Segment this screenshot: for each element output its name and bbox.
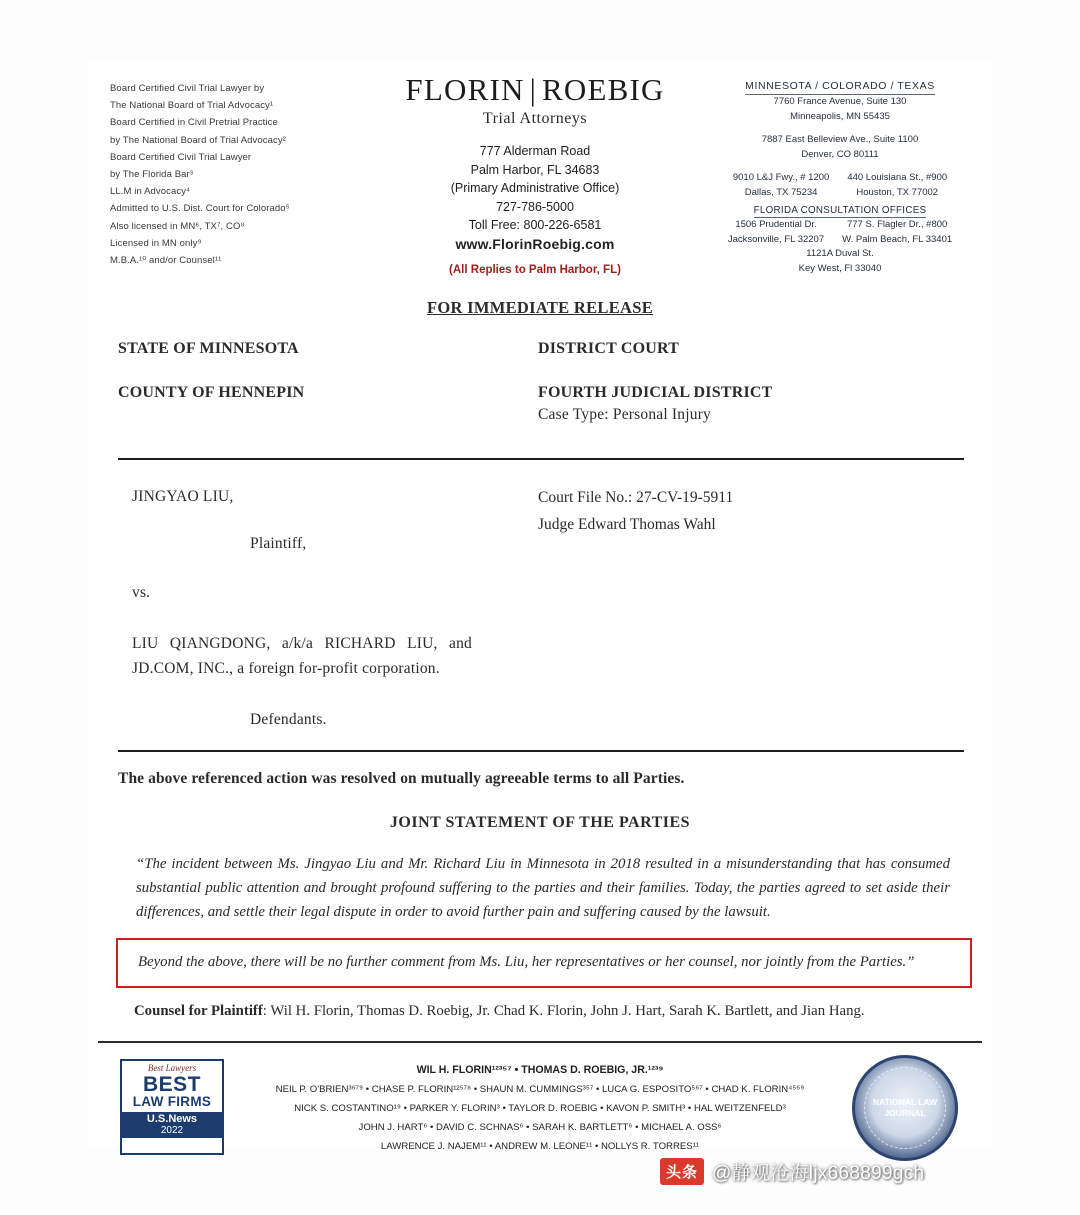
credential-line: Also licensed in MN⁶, TX⁷, CO⁸ bbox=[110, 220, 245, 232]
address-line: 777 Alderman Road bbox=[479, 144, 591, 158]
office-address-line: Key West, Fl 33040 bbox=[798, 262, 882, 274]
credential-line: M.B.A.¹⁰ and/or Counsel¹¹ bbox=[110, 255, 222, 267]
badge-best-lawyers-label: Best Lawyers bbox=[147, 1063, 197, 1073]
attorney-row: NEIL P. O'BRIEN³⁶⁷⁹ • CHASE P. FLORIN¹²⁵⁷⁸ • SHAUN M. CUMMINGS³⁵⁷ • LUCA G. ESPOSITO⁵⁶⁷ • CHAD K. FLORIN⁴⁵⁶⁹ bbox=[275, 1084, 805, 1095]
credential-line: Board Certified in Civil Pretrial Practice bbox=[110, 117, 278, 129]
national-law-journal-seal bbox=[852, 1055, 958, 1161]
office-address-line: Jacksonville, FL 32207 bbox=[727, 233, 825, 245]
watermark-username: @静观沧海ljx668899gch bbox=[712, 1163, 925, 1184]
resolution-statement: The above referenced action was resolved on mutually agreeable terms to all Parties. bbox=[118, 770, 685, 787]
office-address-line: W. Palm Beach, FL 33401 bbox=[842, 233, 953, 245]
caption-row-state-court bbox=[118, 340, 964, 358]
toutiao-logo: 头条 bbox=[660, 1158, 704, 1185]
counsel-for-plaintiff bbox=[134, 1000, 952, 1023]
address-line: Palm Harbor, FL 34683 bbox=[470, 162, 600, 177]
spacer bbox=[706, 162, 974, 171]
best-law-firms-badge bbox=[120, 1059, 224, 1155]
badge-usnews-label: U.S.News bbox=[122, 1112, 222, 1126]
joint-statement-header: JOINT STATEMENT OF THE PARTIES bbox=[389, 814, 691, 831]
footer-divider bbox=[98, 1041, 982, 1043]
office-address-line: 9010 L&J Fwy., # 1200 bbox=[732, 172, 830, 183]
firm-tagline: Trial Attorneys bbox=[482, 110, 588, 127]
office-address-line: Minneapolis, MN 55435 bbox=[790, 110, 890, 122]
address-line: (Primary Administrative Office) bbox=[450, 181, 620, 195]
office-address-line: 7760 France Avenue, Suite 130 bbox=[773, 96, 907, 107]
credential-line: Admitted to U.S. Dist. Court for Colorado⁵ bbox=[110, 203, 290, 215]
caption-divider-bottom bbox=[118, 750, 964, 752]
texas-office-dallas bbox=[733, 171, 829, 200]
joint-statement-paragraph-2: Beyond the above, there will be no further comment from Ms. Liu, her representatives or her counsel, nor jointly from the Parties.” bbox=[138, 954, 915, 970]
counsel-label: Counsel for Plaintiff bbox=[134, 1003, 263, 1019]
letter-sheet bbox=[88, 58, 992, 1152]
immediate-release-header: FOR IMMEDIATE RELEASE bbox=[426, 298, 654, 317]
caption-row-county-district bbox=[118, 384, 964, 424]
toll-free-number: Toll Free: 800-226-6581 bbox=[468, 218, 602, 232]
joint-statement-paragraph-1: “The incident between Ms. Jingyao Liu and Mr. Richard Liu in Minnesota in 2018 resulted in a misunderstanding that has consumed substantial public attention and brought profound suffering to the parties and their families. Today, the parties agreed to set aside their differences, and settle their legal dispute in order to avoid further pain and suffering caused by the lawsuit. bbox=[136, 856, 950, 920]
texas-offices bbox=[706, 171, 974, 200]
florida-office-jacksonville bbox=[728, 218, 824, 247]
credential-line: Board Certified Civil Trial Lawyer by bbox=[110, 83, 265, 94]
defendant-name: LIU QIANGDONG, a/k/a RICHARD LIU, and JD.COM, INC., a foreign for-profit corporation. bbox=[132, 635, 472, 677]
firm-logo bbox=[370, 72, 700, 108]
judge-name: Judge Edward Thomas Wahl bbox=[538, 516, 716, 533]
district-label: FOURTH JUDICIAL DISTRICT bbox=[538, 384, 773, 401]
replies-note: (All Replies to Palm Harbor, FL) bbox=[449, 264, 621, 276]
watermark bbox=[660, 1158, 924, 1185]
firm-name-left: FLORIN bbox=[405, 72, 525, 107]
case-caption bbox=[88, 340, 992, 444]
state-label: STATE OF MINNESOTA bbox=[118, 340, 299, 357]
seal-inner-text: NATIONAL LAW JOURNAL bbox=[864, 1067, 946, 1149]
badge-year-label: 2022 bbox=[122, 1126, 222, 1138]
versus-label: vs. bbox=[132, 584, 151, 601]
states-header: MINNESOTA / COLORADO / TEXAS bbox=[745, 80, 935, 95]
case-type-label: Case Type: Personal Injury bbox=[538, 406, 712, 423]
parties-left-column bbox=[132, 484, 552, 732]
credential-line: Board Certified Civil Trial Lawyer bbox=[110, 151, 252, 163]
plaintiff-name: JINGYAO LIU, bbox=[132, 488, 234, 505]
credential-line: LL.M in Advocacy⁴ bbox=[110, 186, 191, 198]
credential-line: The National Board of Trial Advocacy¹ bbox=[110, 100, 274, 112]
credential-line: by The Florida Bar³ bbox=[110, 169, 194, 181]
firm-name-right: ROEBIG bbox=[541, 72, 665, 107]
office-address-line: 7887 East Belleview Ave., Suite 1100 bbox=[761, 134, 919, 145]
badge-best-label: BEST bbox=[142, 1073, 201, 1096]
firm-identity bbox=[370, 72, 700, 276]
letterhead bbox=[88, 58, 992, 290]
county-label: COUNTY OF HENNEPIN bbox=[118, 384, 305, 401]
florida-offices bbox=[706, 218, 974, 247]
office-locations bbox=[706, 76, 974, 276]
badge-law-firms-label: LAW FIRMS bbox=[132, 1094, 212, 1109]
highlighted-paragraph-box bbox=[116, 938, 972, 988]
spacer bbox=[706, 124, 974, 133]
attorney-credentials-list bbox=[110, 80, 358, 269]
florida-office-wpb bbox=[842, 218, 952, 247]
primary-address bbox=[370, 142, 700, 253]
counsel-names: : Wil H. Florin, Thomas D. Roebig, Jr. Chad K. Florin, John J. Hart, Sarah K. Bartlett, and Jian Hang. bbox=[262, 1003, 865, 1019]
credential-line: by The National Board of Trial Advocacy² bbox=[110, 134, 286, 146]
office-address-line: Denver, CO 80111 bbox=[801, 148, 879, 160]
attorney-roster bbox=[238, 1061, 842, 1156]
credential-line: Licensed in MN only⁹ bbox=[110, 237, 202, 249]
office-address-line: 1506 Prudential Dr. bbox=[735, 219, 817, 230]
attorney-row: NICK S. COSTANTINO¹⁹ • PARKER Y. FLORIN³ • TAYLOR D. ROEBIG • KAVON P. SMITH³ • HAL WEITZENFELD³ bbox=[294, 1103, 786, 1114]
office-address-line: 1121A Duval St. bbox=[806, 248, 874, 259]
florida-offices-header: FLORIDA CONSULTATION OFFICES bbox=[753, 205, 927, 216]
office-address-line: Dallas, TX 75234 bbox=[744, 186, 818, 198]
firm-website-link[interactable]: www.FlorinRoebig.com bbox=[455, 235, 615, 252]
defendant-label: Defendants. bbox=[250, 711, 327, 728]
office-address-line: 777 S. Flagler Dr., #800 bbox=[846, 219, 948, 230]
parties-right-column bbox=[538, 484, 918, 538]
court-label: DISTRICT COURT bbox=[538, 340, 680, 357]
phone-number: 727-786-5000 bbox=[496, 199, 574, 214]
office-address-line: Houston, TX 77002 bbox=[856, 186, 939, 198]
district-block bbox=[538, 384, 918, 424]
attorney-row: JOHN J. HART⁶ • DAVID C. SCHNAS⁶ • SARAH K. BARTLETT⁶ • MICHAEL A. OSS⁶ bbox=[358, 1122, 722, 1133]
texas-office-houston bbox=[847, 171, 947, 200]
office-address-line: 440 Louisiana St., #900 bbox=[847, 172, 948, 183]
plaintiff-label: Plaintiff, bbox=[250, 535, 307, 552]
firm-name-divider: | bbox=[529, 72, 537, 107]
parties-block bbox=[118, 460, 964, 736]
attorney-row: WIL H. FLORIN¹²³⁵⁷ • THOMAS D. ROEBIG, JR.¹²³⁹ bbox=[416, 1064, 664, 1076]
court-file-number: Court File No.: 27-CV-19-5911 bbox=[538, 489, 734, 506]
attorney-row: LAWRENCE J. NAJEM¹¹ • ANDREW M. LEONE¹¹ • NOLLYS R. TORRES¹¹ bbox=[380, 1141, 700, 1152]
